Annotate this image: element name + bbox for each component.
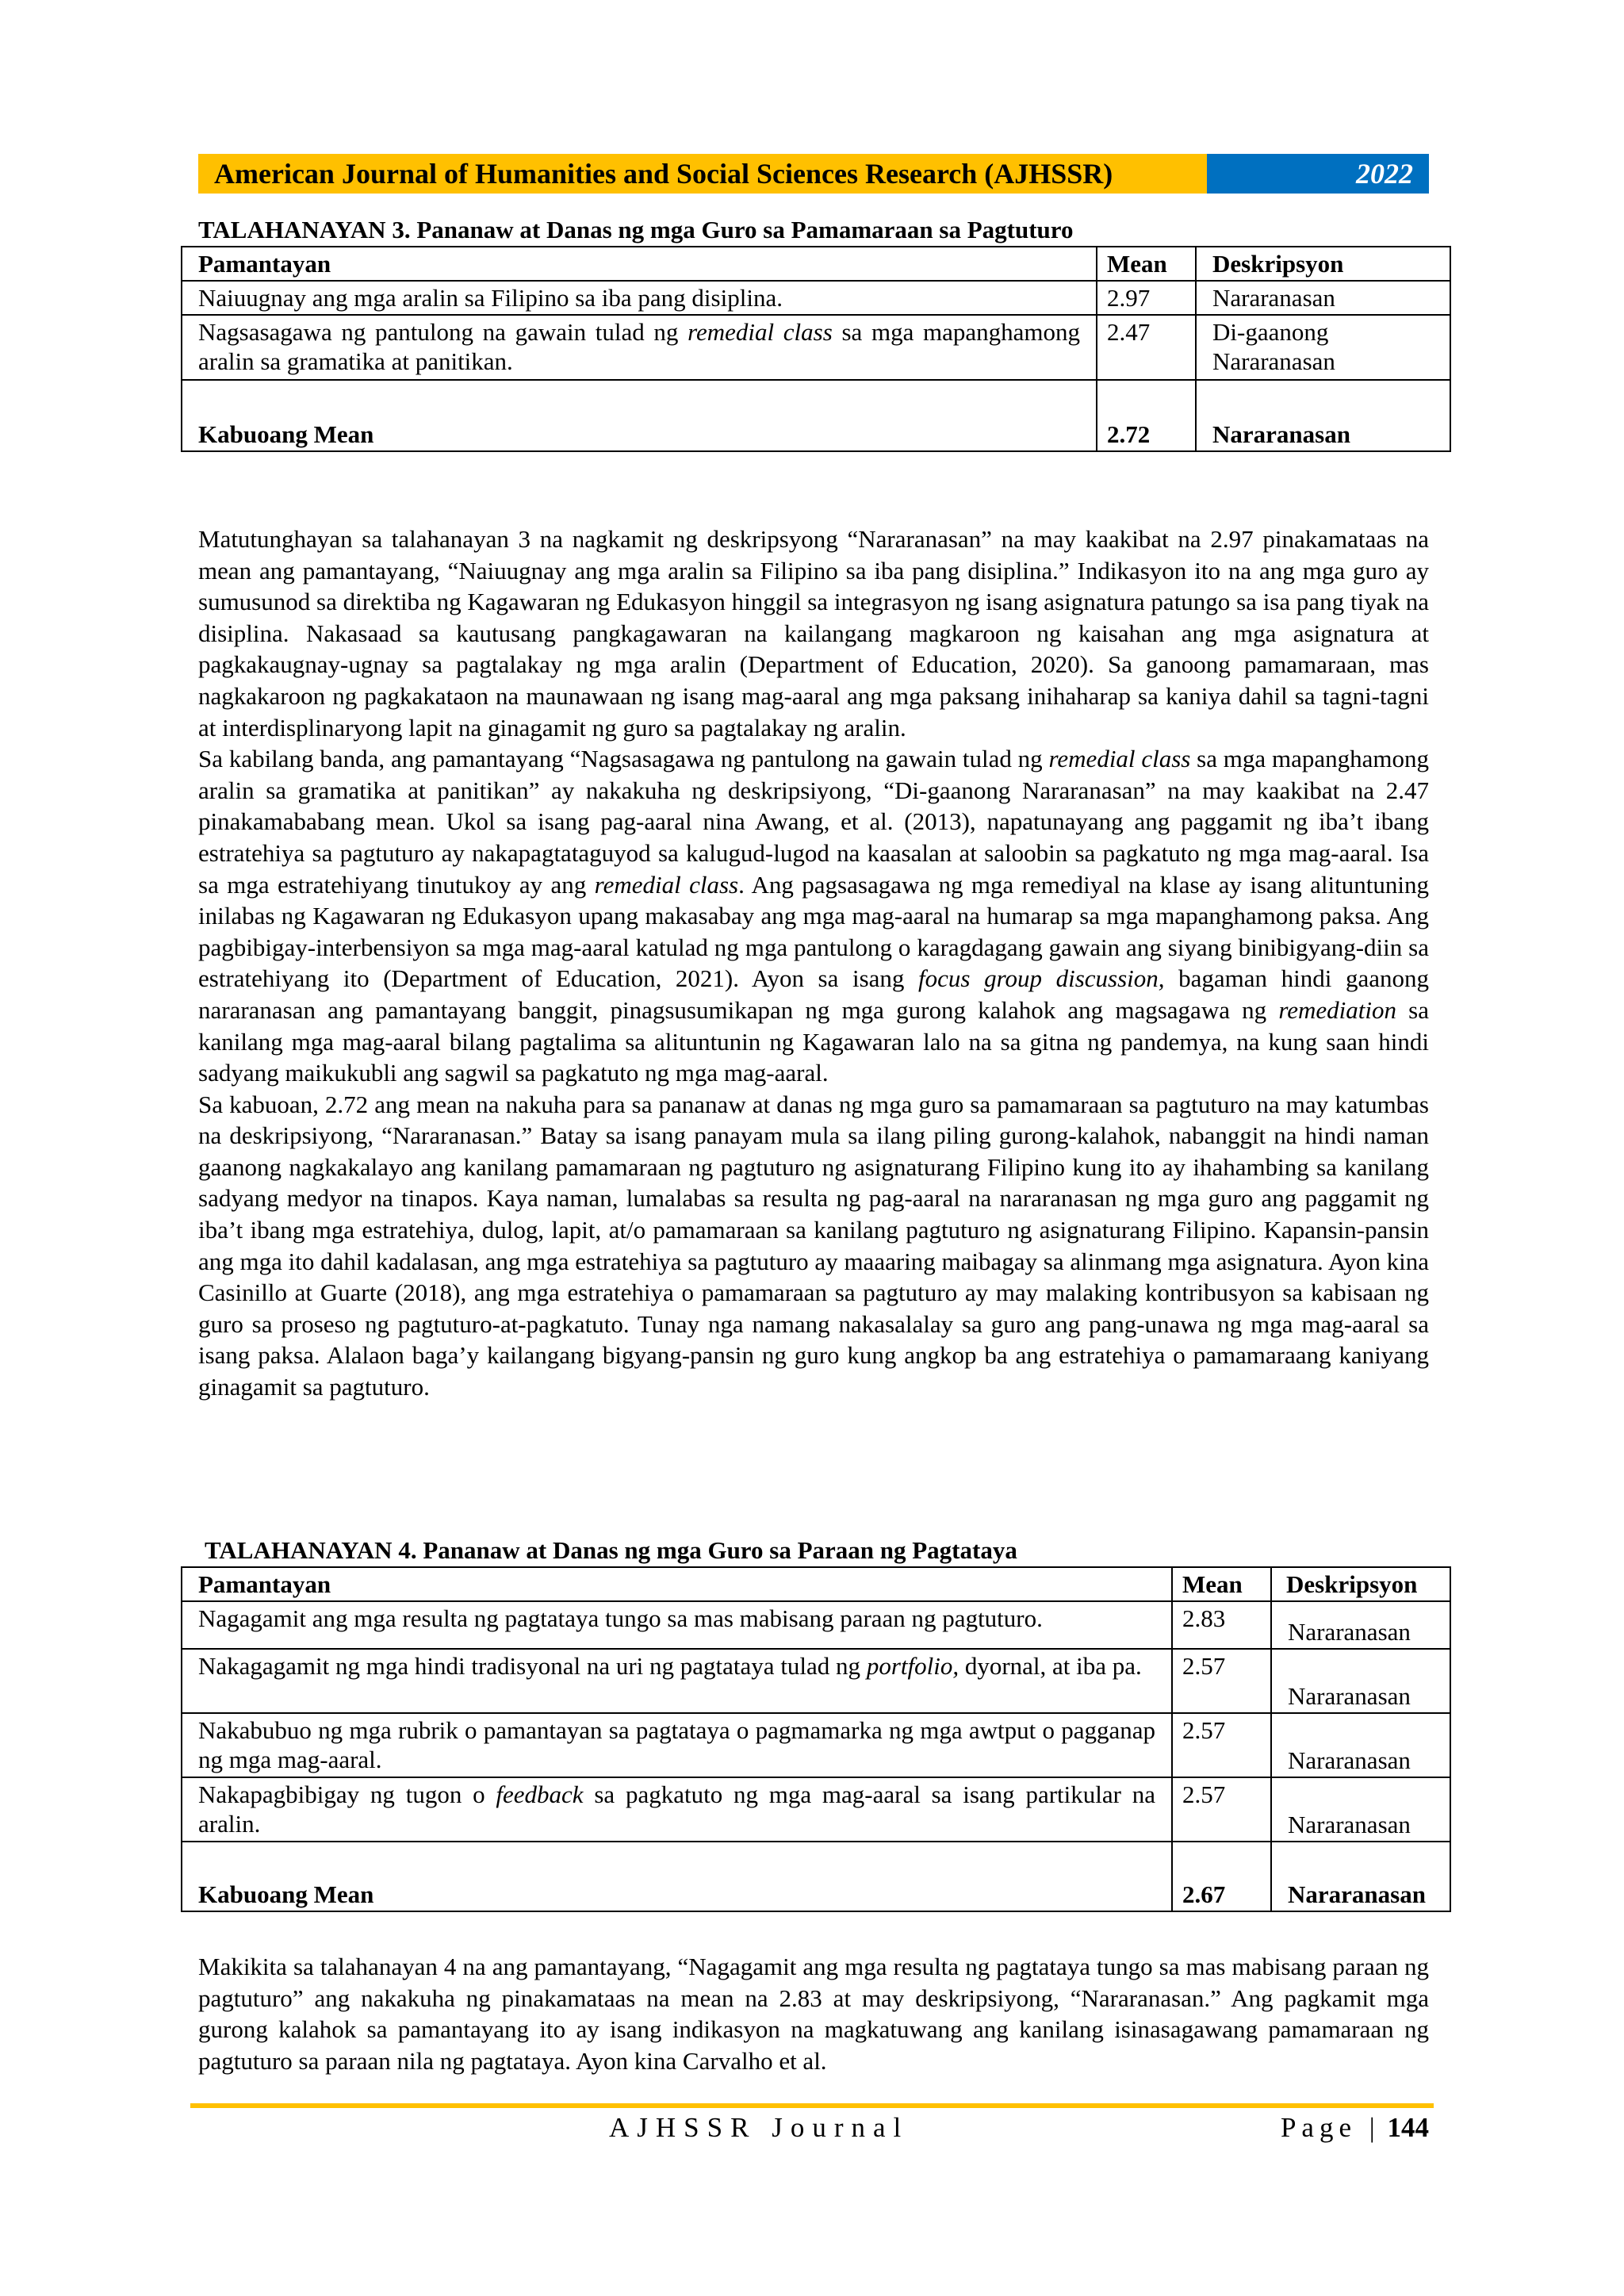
table4-row3-description: Nararanasan (1271, 1713, 1450, 1777)
table3-row2-criterion: Nagsasagawa ng pantulong na gawain tulad ng remedial class sa mga mapanghamong aralin sa gramatika at panitikan. (182, 315, 1097, 380)
table4-row1-criterion: Nagagamit ang mga resulta ng pagtataya tungo sa mas mabisang paraan ng pagtuturo. (182, 1601, 1172, 1649)
table4-row1-mean: 2.83 (1172, 1601, 1271, 1649)
section2-paragraph1: Makikita sa talahanayan 4 na ang pamantayang, “Nagagamit ang mga resulta ng pagtataya tungo sa mas mabisang paraan ng pagtuturo” ang nakakuha ng pinakamataas na mean na 2.83 at may deskripsiyong, “Nararanasan.” Ang pagkamit mga gurong kalahok sa pamantayang ito ay isang indikasyon na magkatuwang ang kanilang isinasagawang pamamaraan ng pagtuturo sa paraan nila ng pagtataya. Ayon kina Carvalho et al. (198, 1953, 1429, 2075)
table3-total-row (182, 380, 1450, 451)
table3 (181, 246, 1451, 452)
table4-row4-criterion: Nakapagbibigay ng tugon o feedback sa pagkatuto ng mga mag-aaral sa isang partikular na aralin. (182, 1777, 1172, 1842)
table4-total-label: Kabuoang Mean (182, 1842, 1172, 1911)
table4-col-criterion: Pamantayan (182, 1567, 1172, 1601)
table4-row3-mean: 2.57 (1172, 1713, 1271, 1777)
table4-col-description: Deskripsyon (1271, 1567, 1450, 1601)
table4 (181, 1566, 1451, 1912)
table3-col-mean: Mean (1097, 247, 1196, 281)
table4-row2-mean: 2.57 (1172, 1649, 1271, 1713)
section1-paragraph3: Sa kabuoan, 2.72 ang mean na nakuha para sa pananaw at danas ng mga guro sa pamamaraan sa pagtuturo na may katumbas na deskripsiyong, “Nararanasan.” Batay sa isang panayam mula sa ilang piling gurong-kalahok, nabanggit na hindi naman gaanong nagkakalayo ang kanilang pamamaraan ng pagtuturo ng asignaturang Filipino kung ito ay ihahambing sa kanilang sadyang medyor na tinapos. Kaya naman, lumalabas sa resulta ng pag-aaral na nararanasan ng mga guro ang paggamit ng iba’t ibang mga estratehiya, dulog, lapit, at/o pamamaraan sa kanilang pagtuturo ng asignaturang Filipino. Kapansin-pansin ang mga ito dahil kadalasan, ang mga estratehiya sa pagtuturo ay maaaring maibagay sa alinmang mga asignatura. Ayon kina Casinillo at Guarte (2018), ang mga estratehiya o pamamaraan sa pagtuturo ay may malaking kontribusyon sa kabisaan ng guro sa proseso ng pagtuturo-at-pagkatuto. Tunay nga namang nakasalalay sa guro ang pang-unawa ng mga mag-aaral sa isang paksa. Alalaon baga’y kailangang bigyang-pansin ng guro kung angkop ba ang estratehiya o pamamaraang kaniyang ginagamit sa pagtuturo. (198, 1090, 1429, 1401)
journal-title: American Journal of Humanities and Social Sciences Research (AJHSSR) (198, 154, 1207, 194)
footer-journal: AJHSSR Journal (609, 2112, 910, 2143)
table4-header-row (182, 1567, 1450, 1601)
table3-row1-mean: 2.97 (1097, 281, 1196, 315)
footer-page-number: 144 (1387, 2112, 1429, 2143)
table3-row2-mean: 2.47 (1097, 315, 1196, 380)
table4-total-mean: 2.67 (1172, 1842, 1271, 1911)
footer-page (1281, 2112, 1429, 2144)
section1-paragraph1: Matutunghayan sa talahanayan 3 na nagkamit ng deskripsyong “Nararanasan” na may kaakibat na 2.97 pinakamataas na mean ang pamantayang, “Naiuugnay ang mga aralin sa Filipino sa iba pang disiplina.” Indikasyon ito na ang mga guro ay sumusunod sa direktiba ng Kagawaran ng Edukasyon hinggil sa integrasyon ng isang asignatura patungo sa isa pang tiyak na disiplina. Nakasaad sa kautusang pangkagawaran na kailangang magkaroon ng kaisahan ang mga asignatura at pagkakaugnay-ugnay sa pagtalakay ng mga aralin (Department of Education, 2020). Sa ganoong pamamaraan, mas nagkakaroon ng pagkakataon na maunawaan ng isang mag-aaral ang mga paksang inihaharap sa kaniya dahil sa tagni-tagni at interdisplinaryong lapit na ginagamit ng guro sa pagtalakay ng aralin. (198, 525, 1429, 742)
table-row (182, 1649, 1450, 1713)
table4-row1-description: Nararanasan (1271, 1601, 1450, 1649)
table3-caption: TALAHANAYAN 3. Pananaw at Danas ng mga Guro sa Pamamaraan sa Pagtuturo (198, 216, 1074, 243)
table3-col-criterion: Pamantayan (182, 247, 1097, 281)
table3-total-description: Nararanasan (1196, 380, 1450, 451)
table4-row3-criterion: Nakabubuo ng mga rubrik o pamantayan sa pagtataya o pagmamarka ng mga awtput o pagganap ng mga mag-aaral. (182, 1713, 1172, 1777)
table3-total-mean: 2.72 (1097, 380, 1196, 451)
table4-total-description: Nararanasan (1271, 1842, 1450, 1911)
table-row (182, 315, 1450, 380)
section1-paragraph2: Sa kabilang banda, ang pamantayang “Nagsasagawa ng pantulong na gawain tulad ng remedial class sa mga mapanghamong aralin sa gramatika at panitikan” ay nakakuha ng deskripsiyong, “Di-gaanong Nararanasan” na may kaakibat na 2.47 pinakamababang mean. Ukol sa isang pag-aaral nina Awang, et al. (2013), napatunayang ang paggamit ng iba’t ibang estratehiya sa pagtuturo ay nakapagtataguyod sa kalugud-lugod na kaasalan at saloobin sa pagkatuto ng mga mag-aaral. Isa sa mga estratehiyang tinutukoy ay ang remedial class. Ang pagsasagawa ng mga remediyal na klase ay isang alituntuning inilabas ng Kagawaran ng Edukasyon upang makasabay ang mga mag-aaral na humarap sa mga mapanghamong paksa. Ang pagbibigay-interbensiyon sa mga mag-aaral katulad ng mga pantulong o karagdagang gawain ang siyang binibigyang-diin sa estratehiyang ito (Department of Education, 2021). Ayon sa isang focus group discussion, bagaman hindi gaanong nararanasan ang pamantayang banggit, pinagsusumikapan ng mga gurong kalahok ang magsagawa ng remediation sa kanilang mga mag-aaral bilang pagtalima sa alituntunin ng Kagawaran lalo na sa gitna ng pandemya, na kung saan hindi sadyang maikukubli ang sagwil sa pagkatuto ng mga mag-aaral. (198, 745, 1429, 1087)
table4-row4-description: Nararanasan (1271, 1777, 1450, 1842)
table4-caption: TALAHANAYAN 4. Pananaw at Danas ng mga Guro sa Paraan ng Pagtataya (205, 1536, 1017, 1564)
table3-col-description: Deskripsyon (1196, 247, 1450, 281)
table-row (182, 281, 1450, 315)
journal-year: 2022 (1207, 154, 1429, 194)
table3-header-row (182, 247, 1450, 281)
footer-page-label: Page | (1280, 2112, 1381, 2143)
table4-row2-description: Nararanasan (1271, 1649, 1450, 1713)
section2-text (198, 1951, 1429, 2076)
table4-col-mean: Mean (1172, 1567, 1271, 1601)
table4-total-row (182, 1842, 1450, 1911)
table-row (182, 1713, 1450, 1777)
table-row (182, 1601, 1450, 1649)
table3-row1-criterion: Naiuugnay ang mga aralin sa Filipino sa iba pang disiplina. (182, 281, 1097, 315)
footer-divider (190, 2103, 1434, 2108)
journal-header (198, 154, 1429, 194)
table3-row2-description: Di-gaanong Nararanasan (1196, 315, 1450, 380)
table4-row2-criterion: Nakagagamit ng mga hindi tradisyonal na uri ng pagtataya tulad ng portfolio, dyornal, at iba pa. (182, 1649, 1172, 1713)
table-row (182, 1777, 1450, 1842)
table3-row1-description: Nararanasan (1196, 281, 1450, 315)
table4-row4-mean: 2.57 (1172, 1777, 1271, 1842)
section1-text (198, 523, 1429, 1403)
table3-total-label: Kabuoang Mean (182, 380, 1097, 451)
